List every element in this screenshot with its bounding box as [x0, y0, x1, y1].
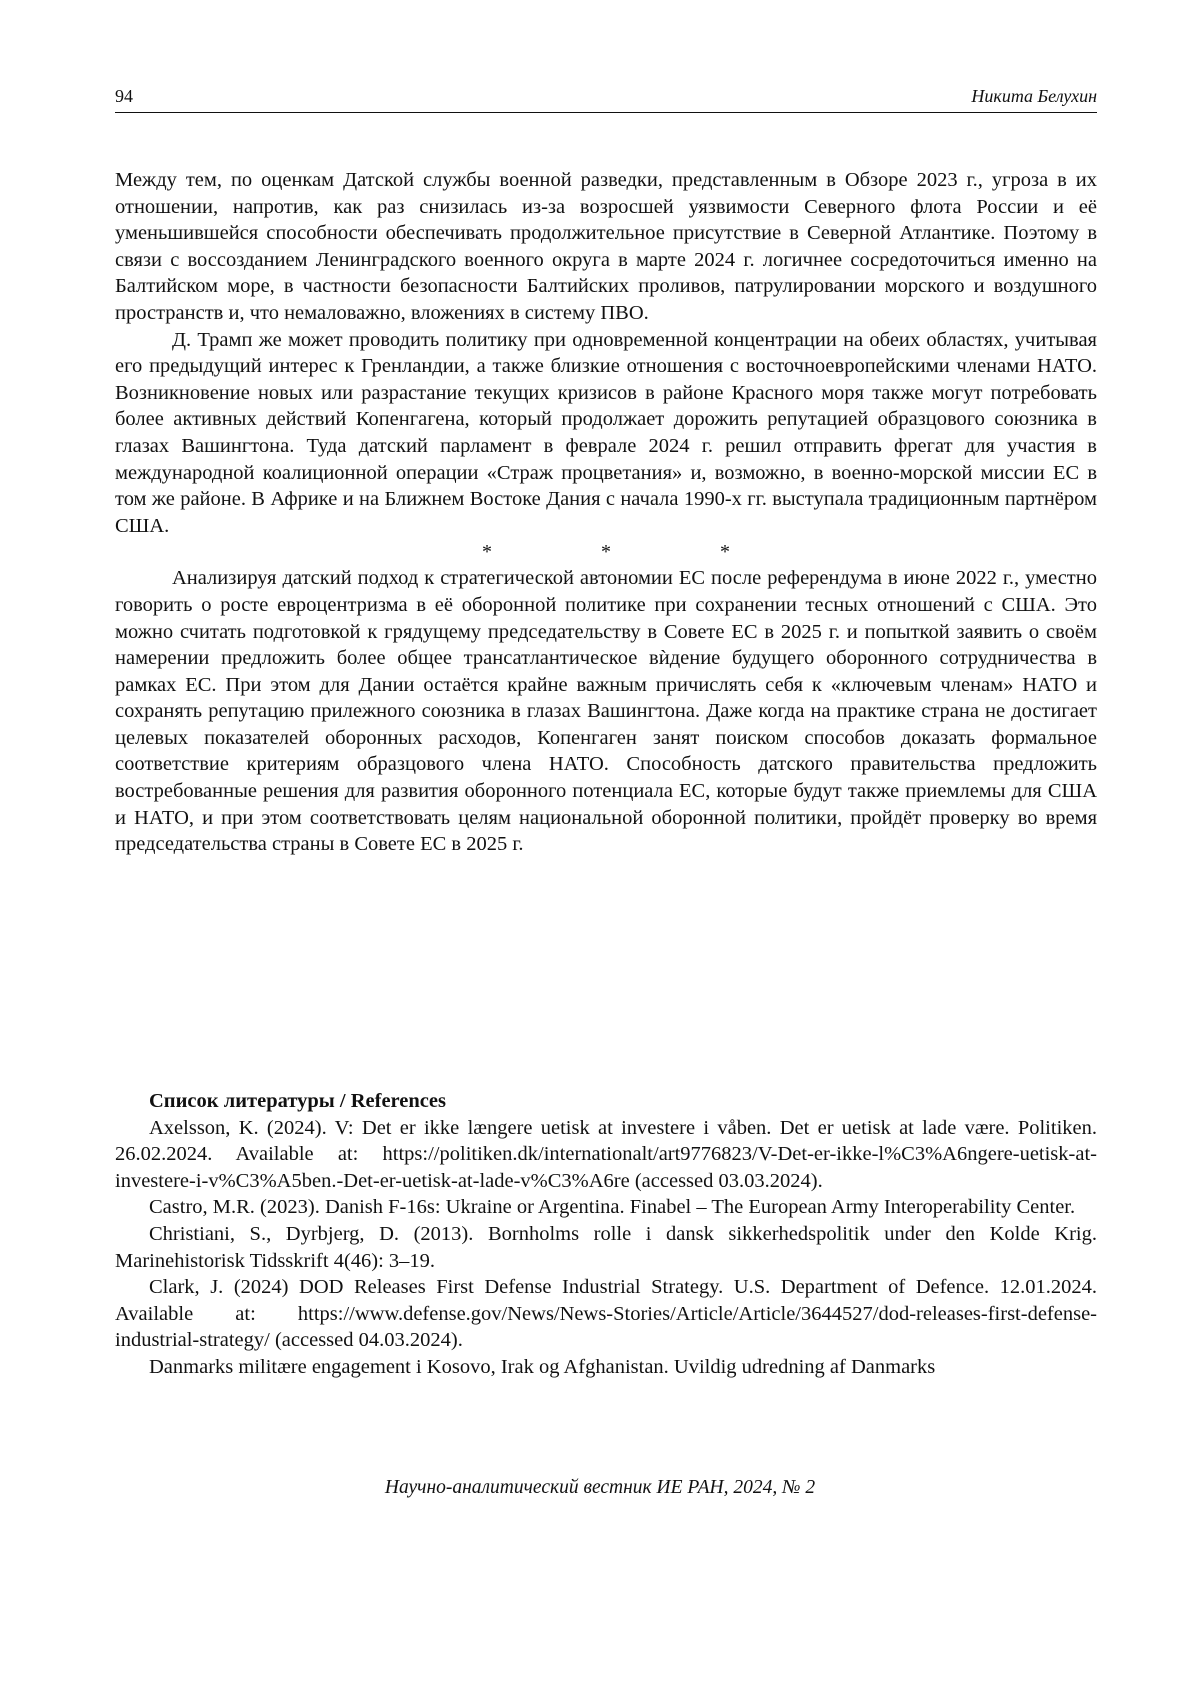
article-body [115, 167, 1097, 858]
reference-item: Danmarks militære engagement i Kosovo, Irak og Afghanistan. Uvildig udredning af Danmarks [149, 1355, 936, 1378]
references-heading: Список литературы / References [149, 1090, 446, 1112]
reference-item: Clark, J. (2024) DOD Releases First Defense Industrial Strategy. U.S. Department of Defence. 12.01.2024. Available at: https://www.defense.gov/News/News-Stories/Article/Article/3644527/dod-releases-first-defense-industrial-strategy/ (accessed 04.03.2024). [115, 1276, 1097, 1352]
running-header-author: Никита Белухин [971, 86, 1097, 106]
page-number: 94 [115, 86, 133, 106]
references-section [115, 1088, 1097, 1381]
reference-item: Axelsson, K. (2024). V: Det er ikke længere uetisk at investere i våben. Det er uetisk at lade være. Politiken. 26.02.2024. Available at: https://politiken.dk/internationalt/art9776823/V-Det-er-ikke-l%C3%A6ngere-uetisk-at-investere-i-v%C3%A5ben.-Det-er-uetisk-at-lade-v%C3%A6re (accessed 03.03.2024). [115, 1116, 1097, 1192]
body-paragraph: Д. Трамп же может проводить политику при одновременной концентрации на обеих областях, учитывая его предыдущий интерес к Гренландии, а также близкие отношения с восточноевропейскими членами НАТО. Возникновение новых или разрастание текущих кризисов в районе Красного моря также могут потребовать более активных действий Копенгагена, который продолжает дорожить репутацией образцового союзника в глазах Вашингтона. Туда датский парламент в феврале 2024 г. решил отправить фрегат для участия в международной коалиционной операции «Страж процветания» и, возможно, в военно-морской миссии ЕС в том же районе. В Африке и на Ближнем Востоке Дания с начала 1990-х гг. выступала традиционным партнёром США. [115, 328, 1097, 537]
body-paragraph: Между тем, по оценкам Датской службы военной разведки, представленным в Обзоре 2023 г., угроза в их отношении, напротив, как раз снизилась из-за возросшей уязвимости Северного флота России и её уменьшившейся способности обеспечивать продолжительное присутствие в Северной Атлантике. Поэтому в связи с воссозданием Ленинградского военного округа в марте 2024 г. логичнее сосредоточиться именно на Балтийском море, в частности безопасности Балтийских проливов, патрулировании морского и воздушного пространств и, что немаловажно, вложениях в систему ПВО. [115, 169, 1097, 324]
section-separator: * * * [482, 541, 782, 564]
reference-item: Christiani, S., Dyrbjerg, D. (2013). Bornholms rolle i dansk sikkerhedspolitik under den Kolde Krig. Marinehistorisk Tidsskrift 4(46): 3–19. [115, 1222, 1097, 1272]
page-header [115, 86, 1097, 113]
body-paragraph: Анализируя датский подход к стратегической автономии ЕС после референдума в июне 2022 г., уместно говорить о росте евроцентризма в её оборонной политике при сохранении тесных отношений с США. Это можно считать подготовкой к грядущему председательству в Совете ЕС в 2025 г. и попыткой заявить о своём намерении предложить более общее трансатлантическое вѝдение будущего оборонного сотрудничества в рамках ЕС. При этом для Дании остаётся крайне важным причислять себя к «ключевым членам» НАТО и сохранять репутацию прилежного союзника в глазах Вашингтона. Даже когда на практике страна не достигает целевых показателей оборонных расходов, Копенгаген занят поиском способов доказать формальное соответствие критериям образцового члена НАТО. Способность датского правительства предложить востребованные решения для развития оборонного потенциала ЕС, которые будут также приемлемы для США и НАТО, и при этом соответствовать целям национальной оборонной политики, пройдёт проверку во время председательства страны в Совете ЕС в 2025 г. [115, 567, 1097, 856]
journal-footer: Научно-аналитический вестник ИЕ РАН, 2024, № 2 [384, 1477, 816, 1498]
reference-item: Castro, M.R. (2023). Danish F-16s: Ukraine or Argentina. Finabel – The European Army Interoperability Center. [149, 1196, 1076, 1219]
